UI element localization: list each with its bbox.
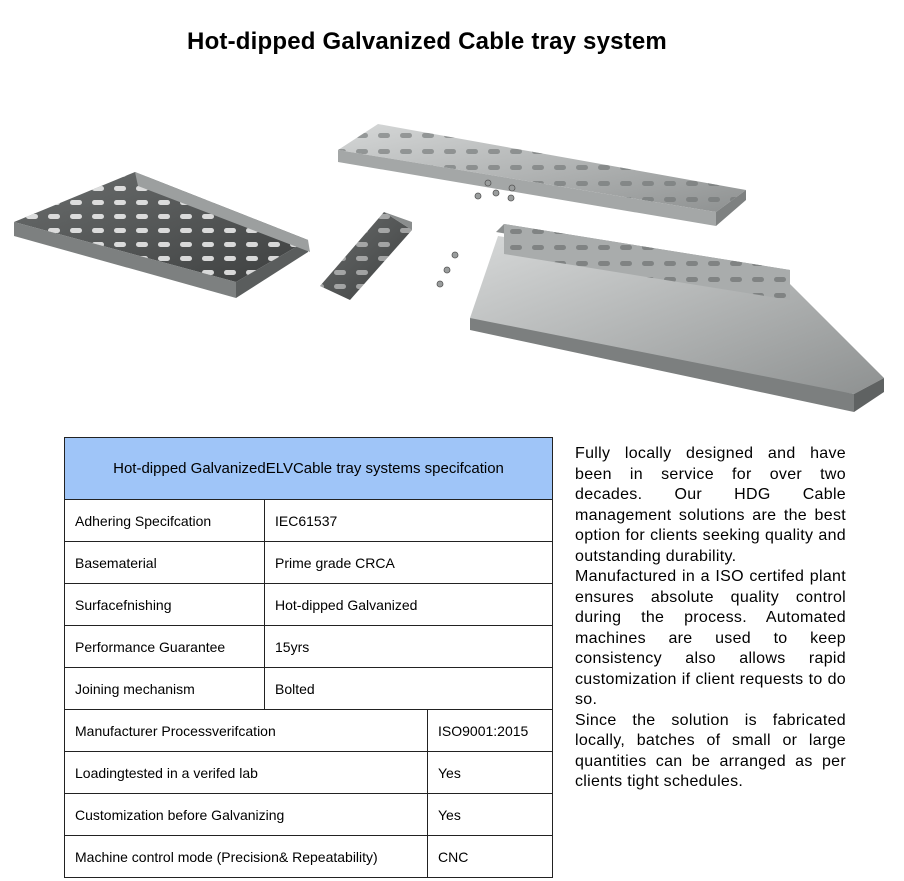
table-row — [65, 542, 553, 584]
table-row — [65, 668, 553, 710]
table-row — [65, 794, 553, 836]
left-tray-section — [14, 172, 310, 298]
page-title: Hot-dipped Galvanized Cable tray system — [187, 28, 667, 55]
specification-table — [64, 437, 553, 710]
description-paragraph: Fully locally designed and have been in service for over two decades. Our HDG Cable management solutions are the best option for clients seeking quality and outstanding durability. — [575, 445, 846, 565]
table-row — [65, 626, 553, 668]
table-row — [65, 500, 553, 542]
row-label: Joining mechanism — [65, 668, 265, 710]
row-value: Yes — [428, 794, 553, 836]
row-value: Yes — [428, 752, 553, 794]
table-row — [65, 584, 553, 626]
row-label: Adhering Specifcation — [65, 500, 265, 542]
row-label: Loadingtested in a verifed lab — [65, 752, 428, 794]
description-text — [575, 444, 846, 793]
cable-tray-assembly-illustration — [0, 110, 904, 430]
table-row — [65, 836, 553, 878]
row-label: Manufacturer Processverifcation — [65, 710, 428, 752]
table-row — [65, 710, 553, 752]
description-paragraph: Since the solution is fabricated locally, batches of small or large quantities can be arranged as per clients tight schedules. — [575, 711, 846, 790]
row-value: Hot-dipped Galvanized — [265, 584, 553, 626]
row-value: Prime grade CRCA — [265, 542, 553, 584]
connector-piece — [320, 212, 412, 300]
table-row — [65, 752, 553, 794]
row-label: Machine control mode (Precision& Repeatability) — [65, 836, 428, 878]
row-value: IEC61537 — [265, 500, 553, 542]
description-paragraph: Manufactured in a ISO certifed plant ensures absolute quality control during the process. Automated machines are used to keep consistency also allows rapid customization if client requests to do so. — [575, 568, 846, 708]
table-header-row — [65, 438, 553, 500]
row-label: Customization before Galvanizing — [65, 794, 428, 836]
right-tray-section — [470, 224, 884, 412]
row-label: Basematerial — [65, 542, 265, 584]
row-label: Surfacefnishing — [65, 584, 265, 626]
top-tray-section — [338, 124, 746, 226]
row-value: Bolted — [265, 668, 553, 710]
row-value: CNC — [428, 836, 553, 878]
row-value: ISO9001:2015 — [428, 710, 553, 752]
row-value: 15yrs — [265, 626, 553, 668]
table-header: Hot-dipped GalvanizedELVCable tray systems specifcation — [65, 438, 553, 500]
row-label: Performance Guarantee — [65, 626, 265, 668]
specification-table-lower — [64, 709, 553, 878]
